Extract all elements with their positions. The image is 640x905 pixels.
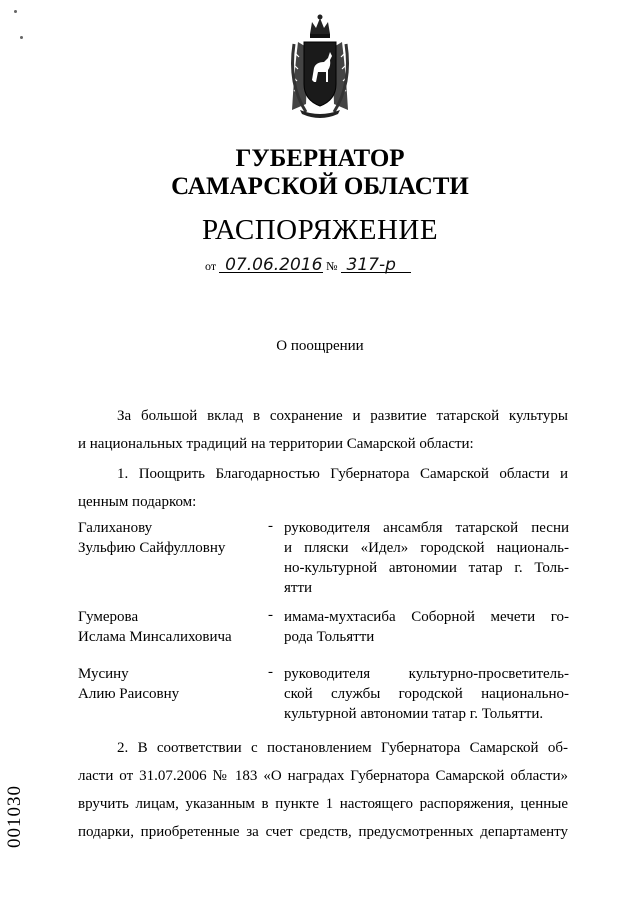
person-1-desc-line: ятти <box>284 580 313 596</box>
number-prefix: № <box>326 259 338 273</box>
item2-line-4: подарки, приобретенные за счет средств, предусмотренных департаменту <box>78 824 568 840</box>
document-number: 317-р <box>341 258 411 273</box>
header-title-line1: ГУБЕРНАТОР <box>235 145 405 172</box>
person-1-surname: Галиханову <box>78 520 153 536</box>
person-2-surname: Гумерова <box>78 609 139 625</box>
person-2-name: Ислама Минсалиховича <box>78 629 232 645</box>
intro-line-1: За большой вклад в сохранение и развитие татарской культуры <box>117 408 568 424</box>
person-3-desc-line: ской службы городской национально- <box>284 686 569 702</box>
document-subject: О поощрении <box>276 338 364 354</box>
item2-line-2: ласти от 31.07.2006 № 183 «О наградах Губернатора Самарской области» <box>78 768 568 784</box>
person-2-desc-line: имама-мухтасиба Соборной мечети го- <box>284 609 569 625</box>
header-title-line2: САМАРСКОЙ ОБЛАСТИ <box>171 173 469 200</box>
intro-line-2: и национальных традиций на территории Самарской области: <box>78 436 474 452</box>
person-3-surname: Мусину <box>78 666 129 682</box>
registration-stamp-number: 001030 <box>4 785 25 848</box>
person-3-desc-line: культурной автономии татар г. Тольятти. <box>284 706 544 722</box>
coat-of-arms-emblem <box>284 14 356 120</box>
person-2-description <box>284 607 569 647</box>
person-1-dash: - <box>268 518 273 534</box>
scan-mark <box>14 10 17 13</box>
item2-line-1: 2. В соответствии с постановлением Губернатора Самарской об- <box>117 740 568 756</box>
item1-line-2: ценным подарком: <box>78 494 197 510</box>
item1-line-1: 1. Поощрить Благодарностью Губернатора Самарской области и <box>117 466 568 482</box>
scan-mark <box>20 36 23 39</box>
person-1-desc-line: руководителя ансамбля татарской песни <box>284 520 569 536</box>
person-1-desc-line: и пляски «Идел» городской националь- <box>284 540 569 556</box>
person-1-name: Зульфию Сайфулловну <box>78 540 226 556</box>
person-3-dash: - <box>268 664 273 680</box>
person-1-desc-line: но-культурной автономии татар г. Толь- <box>284 560 569 576</box>
person-3-description <box>284 664 569 724</box>
person-3-name: Алию Раисовну <box>78 686 180 702</box>
date-number-line <box>205 255 411 275</box>
document-date: 07.06.2016 <box>219 258 323 273</box>
person-2-dash: - <box>268 607 273 623</box>
document-type: РАСПОРЯЖЕНИЕ <box>201 214 439 246</box>
date-prefix: от <box>205 259 217 273</box>
item2-line-3: вручить лицам, указанным в пункте 1 настоящего распоряжения, ценные <box>78 796 568 812</box>
person-3-desc-line: руководителя культурно-просветитель- <box>284 666 569 682</box>
person-2-desc-line: рода Тольятти <box>284 629 375 645</box>
person-1-description <box>284 518 569 598</box>
